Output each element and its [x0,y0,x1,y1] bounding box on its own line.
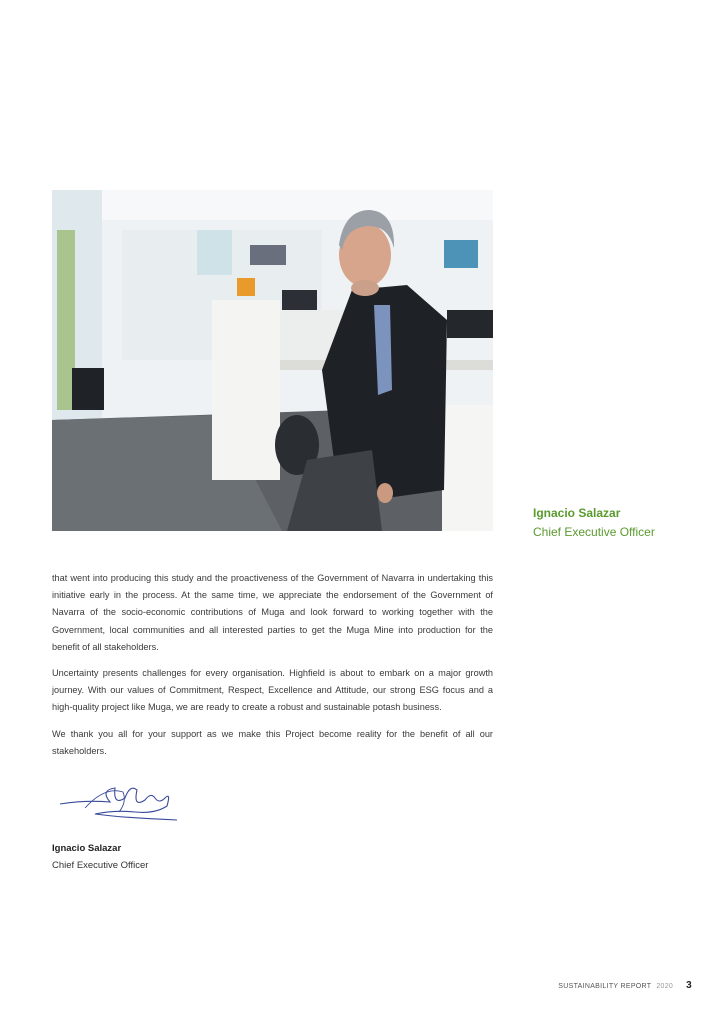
signature-image [55,778,185,828]
footer-report-label: SUSTAINABILITY REPORT [558,983,652,990]
office-portrait-illustration [52,190,493,531]
paragraph: that went into producing this study and the proactiveness of the Government of Navarra in undertaking this initiative early in the process. At the same time, we appreciate the endorsement of the Government of Navarra of the socio-economic contributions of Muga and look forward to working together with the Government, local communities and all interested parties to get the Muga Mine into production for the benefit of all stakeholders. [52,573,493,652]
page-footer [558,980,692,991]
caption-name: Ignacio Salazar [533,506,621,520]
ceo-photo [52,190,493,531]
photo-caption [533,504,655,542]
letter-body [52,570,493,769]
footer-year: 2020 [656,983,674,990]
page-number: 3 [686,980,692,991]
signoff-block [52,840,148,874]
caption-title: Chief Executive Officer [533,525,655,539]
signoff-title: Chief Executive Officer [52,860,149,871]
signoff-name: Ignacio Salazar [52,843,122,854]
paragraph: We thank you all for your support as we make this Project become reality for the benefit of all our stakeholders. [52,728,493,756]
paragraph: Uncertainty presents challenges for every organisation. Highfield is about to embark on a major growth journey. With our values of Commitment, Respect, Excellence and Attitude, our strong ESG focus and a high-quality project like Muga, we are ready to create a robust and sustainable potash business. [52,668,493,713]
